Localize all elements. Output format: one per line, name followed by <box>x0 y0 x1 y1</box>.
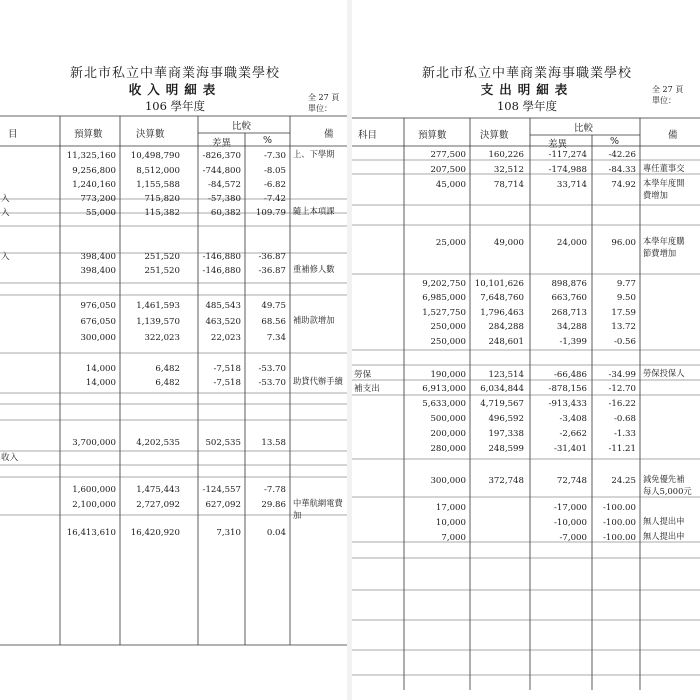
table-row <box>352 442 700 456</box>
table-row <box>0 362 347 376</box>
cell-actual: 8,512,000 <box>136 166 180 176</box>
right-header-note: 備 <box>668 130 678 141</box>
cell-diff: -878,156 <box>548 384 587 394</box>
cell-budget: 200,000 <box>430 429 466 439</box>
cell-diff: 24,000 <box>556 238 587 248</box>
cell-budget: 277,500 <box>430 150 466 160</box>
cell-budget: 500,000 <box>430 414 466 424</box>
table-row <box>0 451 347 465</box>
cell-budget: 9,256,800 <box>72 166 116 176</box>
cell-note: 費增加 <box>643 190 668 200</box>
left-page-count: 全 27 頁 <box>308 93 340 102</box>
cell-pct: 7.34 <box>266 333 286 343</box>
cell-pct: -34.99 <box>608 370 636 380</box>
cell-note: 隨上本項課 <box>293 206 335 216</box>
cell-budget: 976,050 <box>80 301 116 311</box>
cell-diff: -146,880 <box>202 252 241 262</box>
cell-budget: 773,200 <box>80 194 116 204</box>
right-report-title: 支出明細表 <box>480 82 574 97</box>
cell-actual: 715,820 <box>144 194 180 204</box>
right-header-pct: % <box>610 136 620 147</box>
cell-note: 勞保投保人 <box>643 368 685 378</box>
cell-label: 收入 <box>1 453 19 463</box>
cell-diff: -1,399 <box>559 337 587 347</box>
table-row <box>0 392 347 406</box>
cell-actual: 251,520 <box>144 266 180 276</box>
table-row <box>352 352 700 366</box>
left-fiscal-year: 106 學年度 <box>144 99 206 113</box>
table-row <box>0 331 347 345</box>
table-row <box>352 306 700 320</box>
income-detail-page <box>0 0 347 700</box>
cell-pct: 17.59 <box>611 308 636 318</box>
cell-label: 補支出 <box>354 384 380 394</box>
cell-diff: -117,274 <box>548 150 587 160</box>
cell-actual: 1,139,570 <box>136 317 180 327</box>
cell-pct: 109.79 <box>255 208 286 218</box>
cell-actual: 1,461,593 <box>136 301 180 311</box>
cell-pct: -53.70 <box>258 378 286 388</box>
cell-actual: 7,648,760 <box>480 293 524 303</box>
table-row <box>352 501 700 515</box>
cell-actual: 4,202,535 <box>136 438 180 448</box>
cell-pct: -36.87 <box>258 266 286 276</box>
cell-actual: 16,420,920 <box>130 528 180 538</box>
cell-diff: -66,486 <box>554 370 587 380</box>
cell-pct: 9.77 <box>616 279 636 289</box>
cell-diff: -7,518 <box>213 364 241 374</box>
table-row <box>352 208 700 222</box>
table-row <box>352 291 700 305</box>
cell-actual: 372,748 <box>488 476 524 486</box>
cell-budget: 45,000 <box>435 180 466 190</box>
cell-budget: 1,600,000 <box>72 485 116 495</box>
left-school-title: 新北市私立中華商業海事職業學校 <box>69 66 280 81</box>
table-row <box>352 516 700 530</box>
cell-pct: -53.70 <box>258 364 286 374</box>
cell-budget: 1,527,750 <box>422 308 466 318</box>
cell-diff: -744,800 <box>202 166 241 176</box>
cell-actual: 197,338 <box>488 429 524 439</box>
cell-note: 加 <box>293 510 302 520</box>
cell-diff: -913,433 <box>548 399 587 409</box>
cell-pct: -7.30 <box>263 151 286 161</box>
cell-budget: 300,000 <box>430 476 466 486</box>
table-row <box>0 178 347 192</box>
table-row <box>0 299 347 313</box>
cell-diff: 663,760 <box>551 293 587 303</box>
cell-diff: 502,535 <box>205 438 241 448</box>
cell-actual: 6,034,844 <box>480 384 524 394</box>
cell-budget: 398,400 <box>80 252 116 262</box>
cell-diff: 7,310 <box>216 528 241 538</box>
cell-actual: 10,498,790 <box>130 151 180 161</box>
cell-actual: 32,512 <box>493 165 524 175</box>
cell-pct: -84.33 <box>608 165 636 175</box>
cell-budget: 3,700,000 <box>72 438 116 448</box>
right-fiscal-year: 108 學年度 <box>496 99 558 113</box>
table-row <box>352 368 700 382</box>
cell-diff: -124,557 <box>202 485 241 495</box>
cell-pct: 24.25 <box>611 476 636 486</box>
cell-diff: 34,288 <box>556 322 587 332</box>
cell-pct: 0.04 <box>266 528 286 538</box>
cell-label: 勞保 <box>354 370 372 380</box>
table-row <box>352 531 700 545</box>
table-row <box>352 148 700 162</box>
cell-budget: 6,985,000 <box>422 293 466 303</box>
cell-budget: 7,000 <box>441 533 466 543</box>
table-row <box>352 427 700 441</box>
cell-actual: 4,719,567 <box>480 399 524 409</box>
cell-actual: 284,288 <box>488 322 524 332</box>
cell-pct: 29.86 <box>261 500 286 510</box>
cell-note: 補助款增加 <box>293 315 335 325</box>
table-row <box>0 483 347 497</box>
cell-note: 無人提出申 <box>643 516 685 526</box>
cell-note: 助貸代辦手續 <box>293 376 343 386</box>
cell-note: 專任董事交 <box>643 163 685 173</box>
table-row <box>0 436 347 450</box>
cell-pct: -0.68 <box>613 414 636 424</box>
cell-diff: -7,518 <box>213 378 241 388</box>
cell-diff: -146,880 <box>202 266 241 276</box>
table-row <box>0 192 347 206</box>
cell-actual: 123,514 <box>488 370 524 380</box>
cell-diff: -3,408 <box>559 414 587 424</box>
cell-pct: -16.22 <box>608 399 636 409</box>
table-row <box>352 412 700 426</box>
cell-actual: 251,520 <box>144 252 180 262</box>
cell-actual: 1,475,443 <box>136 485 180 495</box>
cell-budget: 14,000 <box>85 364 116 374</box>
table-row <box>352 382 700 396</box>
cell-actual: 115,382 <box>144 208 180 218</box>
cell-budget: 6,913,000 <box>422 384 466 394</box>
right-header-actual: 決算數 <box>480 130 509 141</box>
cell-actual: 49,000 <box>493 238 524 248</box>
cell-budget: 9,202,750 <box>422 279 466 289</box>
cell-budget: 250,000 <box>430 322 466 332</box>
cell-note: 本學年度開 <box>643 178 685 188</box>
cell-budget: 2,100,000 <box>72 500 116 510</box>
left-header-actual: 決算數 <box>136 129 165 140</box>
cell-actual: 496,592 <box>488 414 524 424</box>
cell-actual: 6,482 <box>155 364 180 374</box>
cell-pct: -7.78 <box>263 485 286 495</box>
cell-diff: 898,876 <box>551 279 587 289</box>
left-unit-label: 單位： <box>308 104 332 113</box>
right-header-item: 科目 <box>358 130 378 141</box>
cell-budget: 16,413,610 <box>66 528 116 538</box>
cell-diff: -174,988 <box>548 165 587 175</box>
cell-diff: 33,714 <box>556 180 587 190</box>
cell-actual: 322,023 <box>144 333 180 343</box>
cell-pct: 74.92 <box>611 180 636 190</box>
table-row <box>352 163 700 177</box>
cell-diff: -57,380 <box>208 194 241 204</box>
cell-budget: 190,000 <box>430 370 466 380</box>
table-row <box>0 206 347 220</box>
table-row <box>0 315 347 329</box>
cell-budget: 55,000 <box>85 208 116 218</box>
cell-note: 重補修人數 <box>293 264 335 274</box>
expense-detail-page <box>352 0 700 700</box>
cell-pct: -1.33 <box>613 429 636 439</box>
cell-pct: -7.42 <box>263 194 286 204</box>
cell-budget: 300,000 <box>80 333 116 343</box>
cell-note: 節費增加 <box>643 248 677 258</box>
cell-pct: -100.00 <box>603 503 636 513</box>
right-school-title: 新北市私立中華商業海事職業學校 <box>421 66 632 81</box>
table-row <box>0 149 347 163</box>
table-row <box>0 406 347 420</box>
cell-actual: 78,714 <box>493 180 524 190</box>
table-row <box>0 164 347 178</box>
table-row <box>0 250 347 264</box>
cell-pct: -100.00 <box>603 533 636 543</box>
cell-note: 本學年度購 <box>643 236 685 246</box>
cell-note: 上、下學期 <box>293 149 335 159</box>
table-row <box>0 281 347 295</box>
cell-pct: 13.72 <box>611 322 636 332</box>
cell-pct: 9.50 <box>616 293 636 303</box>
cell-diff: -7,000 <box>559 533 587 543</box>
cell-pct: -11.21 <box>608 444 636 454</box>
right-unit-label: 單位： <box>652 96 676 105</box>
cell-pct: -0.56 <box>613 337 636 347</box>
cell-budget: 207,500 <box>430 165 466 175</box>
cell-diff: 22,023 <box>210 333 241 343</box>
cell-label: 入 <box>1 194 10 204</box>
cell-pct: 49.75 <box>261 301 286 311</box>
cell-budget: 25,000 <box>435 238 466 248</box>
cell-diff: 268,713 <box>551 308 587 318</box>
cell-actual: 1,155,588 <box>136 180 180 190</box>
table-row <box>352 320 700 334</box>
cell-note: 減免優先補 <box>643 474 685 484</box>
cell-budget: 10,000 <box>435 518 466 528</box>
table-row <box>352 397 700 411</box>
right-header-budget: 預算數 <box>418 130 447 141</box>
cell-budget: 5,633,000 <box>422 399 466 409</box>
cell-diff: 485,543 <box>205 301 241 311</box>
cell-actual: 6,482 <box>155 378 180 388</box>
right-page-count: 全 27 頁 <box>652 85 684 94</box>
left-header-diff: 差異 <box>212 138 232 149</box>
cell-pct: -12.70 <box>608 384 636 394</box>
table-row <box>352 248 700 262</box>
cell-budget: 280,000 <box>430 444 466 454</box>
cell-budget: 17,000 <box>435 503 466 513</box>
left-header-compare: 比較 <box>232 121 252 132</box>
cell-pct: -100.00 <box>603 518 636 528</box>
left-header-budget: 預算數 <box>74 129 103 140</box>
cell-diff: 60,382 <box>210 208 241 218</box>
table-row <box>0 221 347 235</box>
cell-actual: 160,226 <box>488 150 524 160</box>
cell-diff: -10,000 <box>554 518 587 528</box>
cell-pct: -6.82 <box>263 180 286 190</box>
cell-actual: 1,796,463 <box>480 308 524 318</box>
cell-actual: 248,599 <box>488 444 524 454</box>
cell-label: 入 <box>1 208 10 218</box>
cell-diff: 463,520 <box>205 317 241 327</box>
table-row <box>352 277 700 291</box>
cell-pct: 13.58 <box>261 438 286 448</box>
left-header-pct: % <box>263 135 273 146</box>
cell-budget: 398,400 <box>80 266 116 276</box>
right-header-diff: 差異 <box>548 139 568 150</box>
table-row <box>0 376 347 390</box>
cell-budget: 1,240,160 <box>72 180 116 190</box>
cell-budget: 676,050 <box>80 317 116 327</box>
cell-budget: 250,000 <box>430 337 466 347</box>
table-row <box>352 262 700 276</box>
table-row <box>352 190 700 204</box>
cell-note: 無人提出申 <box>643 531 685 541</box>
cell-note: 每人5,000元 <box>643 486 692 496</box>
cell-pct: 68.56 <box>261 317 286 327</box>
table-row <box>0 467 347 481</box>
left-report-title: 收入明細表 <box>128 82 222 97</box>
left-header-note: 備 <box>324 129 334 140</box>
cell-diff: 627,092 <box>205 500 241 510</box>
cell-diff: -17,000 <box>554 503 587 513</box>
cell-actual: 10,101,626 <box>474 279 524 289</box>
cell-actual: 248,601 <box>488 337 524 347</box>
cell-label: 入 <box>1 252 10 262</box>
table-row <box>352 335 700 349</box>
table-row <box>352 486 700 500</box>
cell-diff: -84,572 <box>208 180 241 190</box>
cell-pct: -36.87 <box>258 252 286 262</box>
cell-budget: 14,000 <box>85 378 116 388</box>
table-row <box>0 510 347 524</box>
cell-budget: 11,325,160 <box>66 151 116 161</box>
left-header-item: 目 <box>8 129 18 140</box>
cell-pct: -42.26 <box>608 150 636 160</box>
table-row <box>0 526 347 540</box>
cell-diff: -31,401 <box>554 444 587 454</box>
cell-pct: 96.00 <box>611 238 636 248</box>
cell-note: 中華航網電費 <box>293 498 343 508</box>
cell-diff: -826,370 <box>202 151 241 161</box>
cell-pct: -8.05 <box>263 166 286 176</box>
cell-diff: 72,748 <box>556 476 587 486</box>
right-header-compare: 比較 <box>574 123 594 134</box>
cell-diff: -2,662 <box>559 429 587 439</box>
cell-actual: 2,727,092 <box>136 500 180 510</box>
table-row <box>0 264 347 278</box>
